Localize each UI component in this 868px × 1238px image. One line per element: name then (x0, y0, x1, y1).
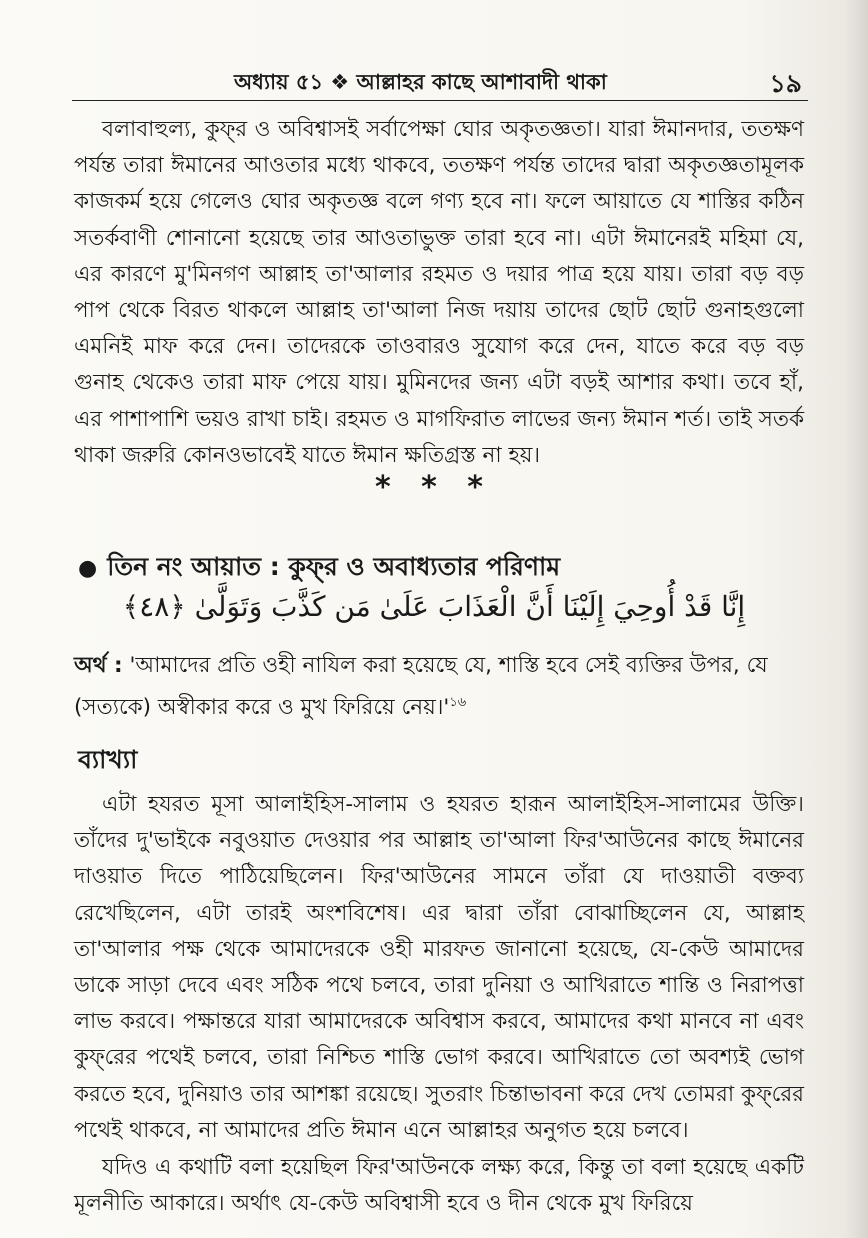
page-number: ১৯ (769, 69, 802, 98)
verse-translation (74, 647, 804, 726)
translation-label: অর্থ : (74, 653, 123, 678)
section-heading (78, 547, 560, 590)
footnote-marker: ১৬ (449, 695, 467, 710)
paragraph-1-text: বলাবাহুল্য, কুফ্‌র ও অবিশ্বাসই সর্বাপেক্ষা ঘোর অকৃতজ্ঞতা। যারা ঈমানদার, ততক্ষণ পর্যন্ত তারা ঈমানের আওতার মধ্যে থাকবে, ততক্ষণ পর্যন্ত তাদের দ্বারা অকৃতজ্ঞতামূলক কাজকর্ম হয়ে গেলেও ঘোর অকৃতজ্ঞ বলে গণ্য হবে না। ফলে আয়াতে যে শাস্তির কঠিন সতর্কবাণী শোনানো হয়েছে তার আওতাভুক্ত তারা হবে না। এটা ঈমানেরই মহিমা যে, এর কারণে মু'মিনগণ আল্লাহ তা'আলার রহমত ও দয়ার পাত্র হয়ে যায়। তারা বড় বড় পাপ থেকে বিরত থাকলে আল্লাহ তা'আলা নিজ দয়ায় তাদের ছোট ছোট গুনাহগুলো এমনিই মাফ করে দেন। তাদেরকে তাওবারও সুযোগ করে দেন, যাতে করে বড় বড় গুনাহ থেকেও তারা মাফ পেয়ে যায়। মুমিনদের জন্য এটা বড়ই আশার কথা। তবে হাঁ, এর পাশাপাশি ভয়ও রাখা চাই। রহমত ও মাগফিরাত লাভের জন্য ঈমান শর্ত। তাই সতর্ক থাকা জরুরি কোনওভাবেই যাতে ঈমান ক্ষতিগ্রস্ত না হয়। (74, 117, 804, 468)
explanation-heading: ব্যাখ্যা (78, 745, 138, 774)
section-divider: * * * (375, 470, 493, 505)
section-heading-text: তিন নং আয়াত : কুফ্‌র ও অবাধ্যতার পরিণাম (107, 552, 561, 581)
quran-verse-arabic: إِنَّا قَدْ أُوحِيَ إِلَيْنَا أَنَّ الْعَذَابَ عَلَىٰ مَن كَذَّبَ وَتَوَلَّىٰ ﴿٤٨﴾ (122, 590, 746, 623)
running-header (72, 60, 808, 101)
translation-text: 'আমাদের প্রতি ওহী নাযিল করা হয়েছে যে, শাস্তি হবে সেই ব্যক্তির উপর, যে (সত্যকে) অস্বীকার করে ও মুখ ফিরিয়ে নেয়।' (74, 653, 768, 721)
header-title: অধ্যায় ৫১ ❖ আল্লাহর কাছে আশাবাদী থাকা (234, 70, 607, 94)
bullet-icon: ● (78, 556, 98, 581)
paragraph-explanation: এটা হযরত মূসা আলাইহিস-সালাম ও হযরত হারূন আলাইহিস-সালামের উক্তি। তাঁদের দু'ভাইকে নবুওয়াত দেওয়ার পর আল্লাহ তা'আলা ফির'আউনের কাছে ঈমানের দাওয়াত দিতে পাঠিয়েছিলেন। ফির'আউনের সামনে তাঁরা যে দাওয়াতী বক্তব্য রেখেছিলেন, এটা তারই অংশবিশেষ। এর দ্বারা তাঁরা বোঝাচ্ছিলেন যে, আল্লাহ তা'আলার পক্ষ থেকে আমাদেরকে ওহী মারফত জানানো হয়েছে, যে-কেউ আমাদের ডাকে সাড়া দেবে এবং সঠিক পথে চলবে, তারা দুনিয়া ও আখিরাতে শান্তি ও নিরাপত্তা লাভ করবে। পক্ষান্তরে যারা আমাদেরকে অবিশ্বাস করবে, আমাদের কথা মানবে না এবং কুফ্‌রের পথেই চলবে, তারা নিশ্চিত শাস্তি ভোগ করবে। আখিরাতে তো অবশ্যই ভোগ করতে হবে, দুনিয়াও তার আশঙ্কা রয়েছে। সুতরাং চিন্তাভাবনা করে দেখ তোমরা কুফ্‌রের পথেই থাকবে, না আমাদের প্রতি ঈমান এনে আল্লাহর অনুগত হয়ে চলবে। (74, 792, 804, 1143)
paragraph-continued: যদিও এ কথাটি বলা হয়েছিল ফির'আউনকে লক্ষ্য করে, কিন্তু তা বলা হয়েছে একটি মূলনীতি আকারে। অর্থাৎ যে-কেউ অবিশ্বাসী হবে ও দীন থেকে মুখ ফিরিয়ে (74, 1155, 804, 1217)
paragraph-intro (74, 112, 804, 474)
